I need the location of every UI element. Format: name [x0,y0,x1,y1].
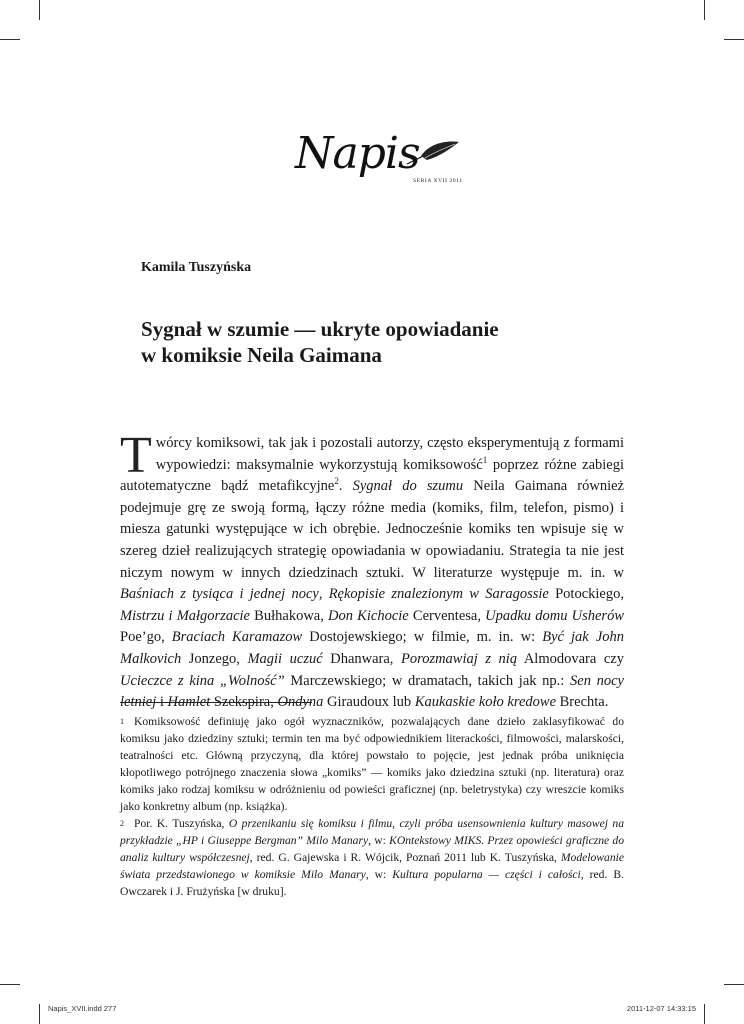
work-title: Sen nocy letniej [120,672,624,711]
footnote-number: 1 [120,717,124,726]
body-text: Szekspira, [210,694,278,711]
body-text: Almodovara czy [517,650,624,667]
work-title: Modelowanie świata przedstawionego w komiksie Milo Manary [120,851,624,881]
body-text: Poe’go, [120,629,172,646]
work-title: Ucieczce z kina „Wolność” [120,672,285,689]
body-text: Potockiego, [548,586,624,603]
body-text: Bułhakowa, [250,607,329,624]
footnote-ref[interactable]: 2 [334,476,339,487]
series-label: SERIA XVII 2011 [413,178,463,184]
slug-datetime: 2011-12-07 14:33:15 [626,1004,696,1013]
work-title: Mistrzu i Małgorzacie [120,607,250,624]
work-title: Kultura popularna — części i całości [392,868,581,881]
crop-mark [704,0,705,20]
body-text: , [318,586,329,603]
quill-icon [405,138,461,170]
title-line: Sygnał w szumie — ukryte opowiadanie [141,317,499,341]
work-title: Porozmawiaj z nią [400,650,518,667]
work-title: Rękopisie znalezionym w Saragossie [328,586,549,603]
footnotes [120,713,624,900]
work-title: Kaukaskie koło kredowe [414,694,557,711]
body-text: wórcy komiksowi, tak jak i pozostali autorzy, często eksperymentują z formami wypowiedzi: maksymalnie wykorzystują komiksowość [155,435,624,473]
crop-mark [0,984,20,985]
body-text: Marczewskiego; w dramatach, takich jak np.: [284,672,571,689]
slug-filename: Napis_XVII.indd 277 [48,1004,117,1013]
footnote-divider [120,702,312,703]
crop-mark [724,984,744,985]
work-title: Upadku domu Usherów [485,607,624,624]
body-text: . [338,478,353,495]
crop-mark [39,0,40,20]
body-text: poprzez różne zabiegi autotematyczne bądź metafikcyjne [120,456,624,495]
author-name: Kamila Tuszyńska [141,260,252,275]
crop-mark [724,39,744,40]
work-title: Być jak John Malkovich [120,629,625,667]
work-title: Don Kichocie [328,607,409,624]
work-title: Hamlet [167,694,211,711]
body-text: i [156,694,168,711]
work-title: Baśniach z tysiąca i jednej nocy [120,586,319,603]
footnote-number: 2 [120,819,124,828]
work-title: Magii uczuć [247,650,323,667]
drop-cap: T [120,427,152,484]
footnote-text: Por. K. Tuszyńska, [134,817,229,830]
crop-mark [0,39,20,40]
body-paragraph [120,427,625,714]
footnote-ref[interactable]: 1 [482,454,488,465]
footnote-2 [120,815,624,900]
article-title [141,316,601,368]
logo-wordmark: Napis [295,128,420,179]
work-title: Braciach Karamazow [171,629,303,646]
body-text: Giraudoux lub [323,694,415,711]
work-title: Sygnał do szumu [352,478,464,495]
journal-logo [293,128,463,202]
body-text: Cerventesa, [408,607,486,624]
crop-mark [704,1004,705,1024]
footnote-text: , red. B. Owczarek i J. Frużyńska [w druku]. [120,868,624,898]
body-text: Neila Gaimana również podejmuje grę ze swoją formą, łączy różne media (komiks, film, telefon, pismo) i miesza gatunki występujące w ich obrębie. Jednocześnie komiks ten wpisuje się w szereg dzieł realizujących strategię opowiadania w opowiadaniu. Strategia ta nie jest niczym nowym w innych dziedzinach sztuki. W literaturze występuje m. in. w [120,478,624,581]
footnote-text: , w: [365,868,393,881]
title-line: w komiksie Neila Gaimana [141,343,382,367]
footnote-text: Komiksowość definiuję jako ogół wyznaczników, pozwalających dane dzieło zaklasyfikować do komiksu jako dziedziny sztuki; termin ten ma być odpowiednikiem literackości, filmowości, malarskości, teatralności etc. Główną przyczyną, dla której powstało to pojęcie, jest jednak próba uniknięcia kłopotliwego potrójnego znaczenia słowa „komiks” — komiks jako dziedzina sztuki (np. literatura) oraz komiks jako rodzaj komiksu w odróżnieniu od powieści graficznej (np. beletrystyka) czy wreszcie komiks jako konkretny album (np. książka). [120,715,624,813]
footnote-text: , red. G. Gajewska i R. Wójcik, Poznań 2011 lub K. Tuszyńska, [249,851,561,864]
body-text: Jonzego, [181,650,248,667]
work-title: KOntekstowy MIKS. Przez opowieści graficzne do analiz kultury współczesnej [120,834,625,864]
footnote-text: , w: [368,834,390,847]
body-text: Dostojewskiego; w filmie, m. in. w: [302,629,543,646]
crop-mark [39,1004,40,1024]
footnote-1 [120,713,624,815]
work-title: Ondyna [277,694,324,711]
work-title: O przenikaniu się komiksu i filmu, czyli próba usensownienia kultury masowej na przykładzie „HP i Giuseppe Bergman” Milo Manary [120,817,624,847]
body-text: Brechta. [556,694,609,711]
body-text: Dhanwara, [322,650,401,667]
